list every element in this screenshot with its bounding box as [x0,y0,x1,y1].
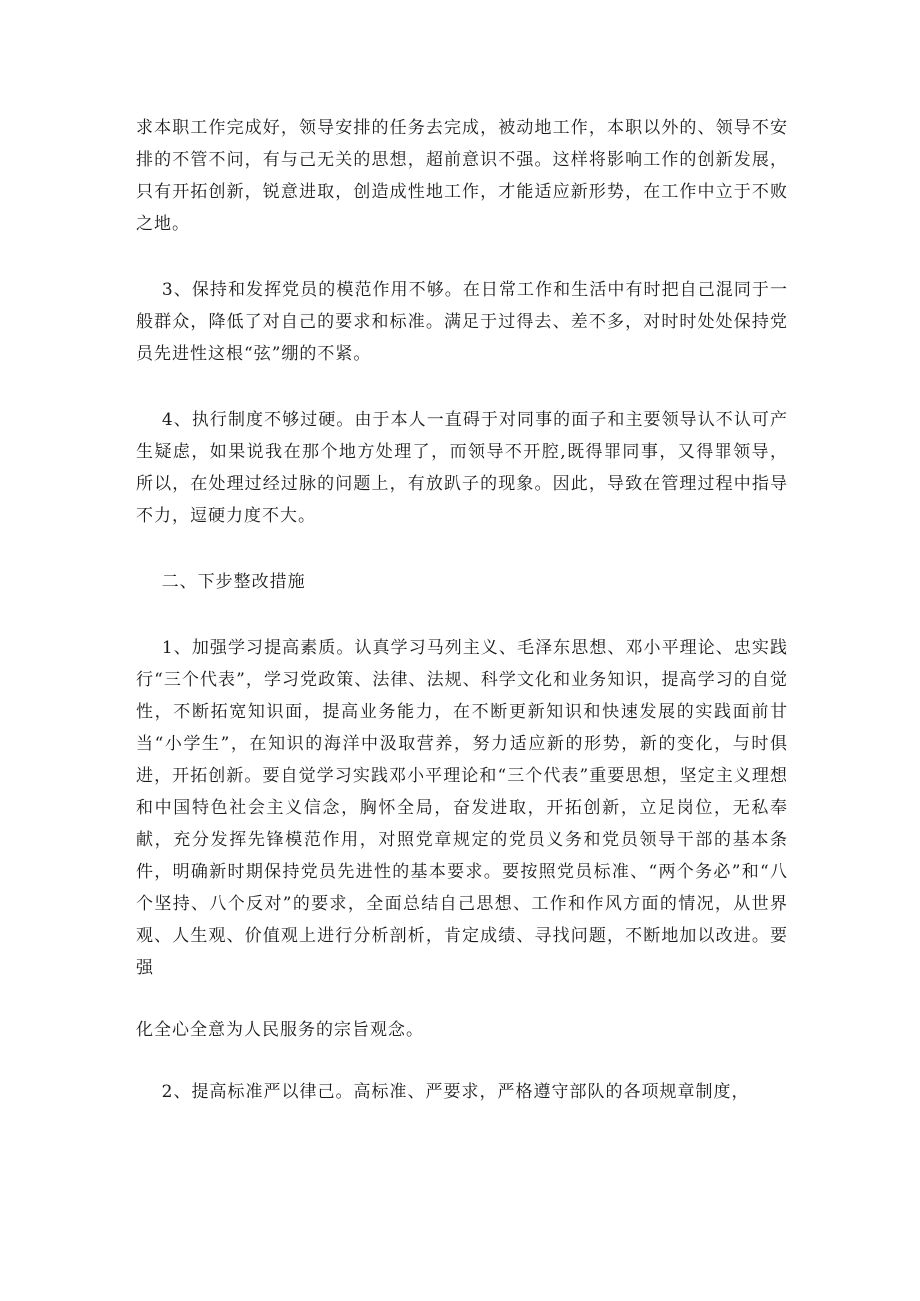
paragraph-3: 4、执行制度不够过硬。由于本人一直碍于对同事的面子和主要领导认不认可产生疑虑，如果说我在那个地方处理了，而领导不开腔,既得罪同事，又得罪领导，所以，在处理过经过脉的问题上，有放趴子的现象。因此，导致在管理过程中指导不力，逗硬力度不大。 [136,410,788,526]
paragraph-6: 2、提高标准严以律己。高标准、严要求，严格遵守部队的各项规章制度， [136,1082,750,1102]
paragraph-4: 1、加强学习提高素质。认真学习马列主义、毛泽东思想、邓小平理论、忠实践行“三个代表”，学习党政策、法律、法规、科学文化和业务知识，提高学习的自觉性，不断拓宽知识面，提高业务能力，在不断更新知识和快速发展的实践面前甘当“小学生”，在知识的海洋中汲取营养，努力适应新的形势，新的变化，与时俱进，开拓创新。要自觉学习实践邓小平理论和“三个代表”重要思想，坚定主义理想和中国特色社会主义信念，胸怀全局，奋发进取，开拓创新，立足岗位，无私奉献，充分发挥先锋模范作用，对照党章规定的党员义务和党员领导干部的基本条件，明确新时期保持党员先进性的基本要求。要按照党员标准、“两个务必”和“八个坚持、八个反对”的要求，全面总结自己思想、工作和作风方面的情况，从世界观、人生观、价值观上进行分析剖析，肯定成绩、寻找问题，不断地加以改进。要强 [136,638,788,978]
paragraph-5: 化全心全意为人民服务的宗旨观念。 [136,1020,424,1040]
paragraph-2: 3、保持和发挥党员的模范作用不够。在日常工作和生活中有时把自己混同于一般群众，降低了对自己的要求和标准。满足于过得去、差不多，对时时处处保持党员先进性这根“弦”绷的不紧。 [136,280,788,364]
document-body [136,112,788,1108]
section-heading: 二、下步整改措施 [136,572,306,592]
paragraph-1: 求本职工作完成好，领导安排的任务去完成，被动地工作，本职以外的、领导不安排的不管不问，有与己无关的思想，超前意识不强。这样将影响工作的创新发展，只有开拓创新，锐意进取，创造成性地工作，才能适应新形势，在工作中立于不败之地。 [136,118,788,234]
